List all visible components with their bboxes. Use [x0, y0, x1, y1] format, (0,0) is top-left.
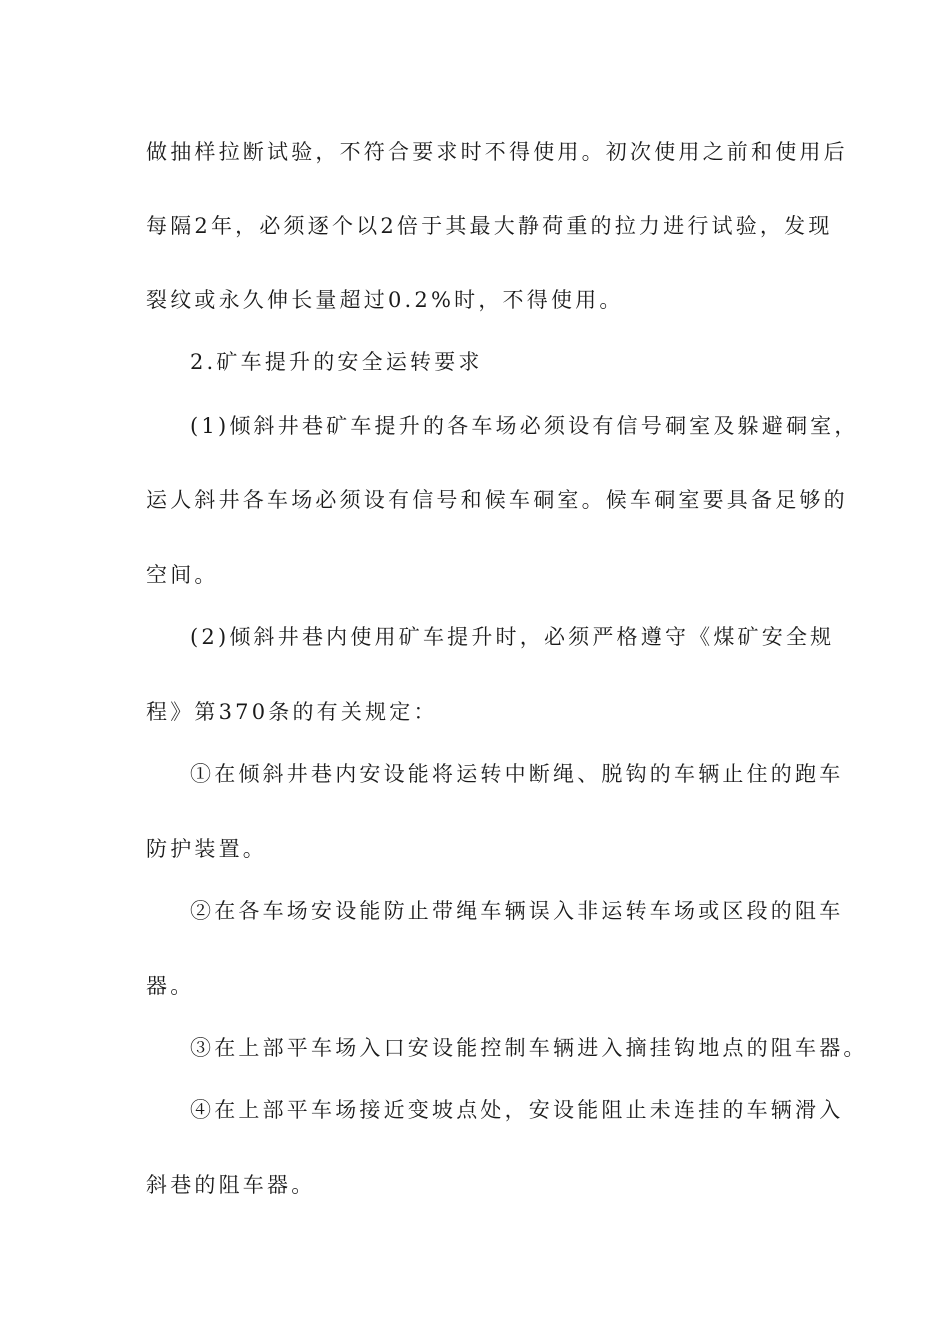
paragraph-line: (1)倾斜井巷矿车提升的各车场必须设有信号硐室及躲避硐室， [190, 414, 859, 438]
list-item-line: 器。 [146, 974, 195, 998]
paragraph-line: (2)倾斜井巷内使用矿车提升时，必须严格遵守《煤矿安全规 [190, 625, 835, 649]
paragraph-line: 空间。 [146, 563, 219, 587]
list-item-line: ②在各车场安设能防止带绳车辆误入非运转车场或区段的阻车 [190, 899, 844, 923]
paragraph-line: 裂纹或永久伸长量超过0.2%时，不得使用。 [146, 288, 624, 312]
paragraph-line: 每隔2年，必须逐个以2倍于其最大静荷重的拉力进行试验，发现 [146, 214, 833, 238]
section-heading: 2.矿车提升的安全运转要求 [190, 350, 483, 374]
list-item-line: 防护装置。 [146, 837, 267, 861]
list-item-line: 斜巷的阻车器。 [146, 1173, 316, 1197]
paragraph-line: 运人斜井各车场必须设有信号和候车硐室。候车硐室要具备足够的 [146, 488, 848, 512]
list-item-line: ①在倾斜井巷内安设能将运转中断绳、脱钩的车辆止住的跑车 [190, 762, 844, 786]
paragraph-line: 程》第370条的有关规定： [146, 700, 438, 724]
list-item-line: ③在上部平车场入口安设能控制车辆进入摘挂钩地点的阻车器。 [190, 1036, 868, 1060]
paragraph-line: 做抽样拉断试验，不符合要求时不得使用。初次使用之前和使用后 [146, 140, 848, 164]
list-item-line: ④在上部平车场接近变坡点处，安设能阻止未连挂的车辆滑入 [190, 1098, 844, 1122]
